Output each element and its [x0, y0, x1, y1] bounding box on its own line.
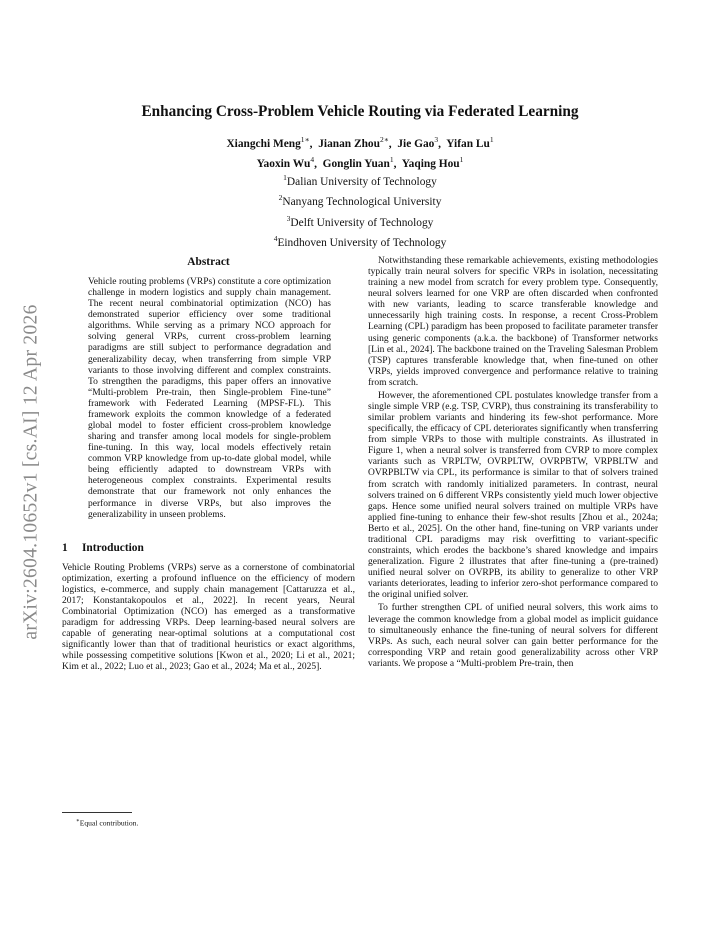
introduction-paragraph-3: However, the aforementioned CPL postulates knowledge transfer from a single simple VRP (e.g. TSP, CVRP), thus constraining its transferability to similar problem variants and hindering its few-shot performance. More specifically, the efficacy of CPL deteriorates significantly when transferring from simple VRPs to those with multiple constraints. As illustrated in Figure 1, when a neural solver is transferred from CVRP to more complex variants such as VRPLTW, OVRPLTW, OVRPBTW, VRPBLTW and OVRPBLTW via CPL, its performance is similar to that of solvers trained from scratch with randomly initialized parameters. In contrast, neural solvers trained on 6 different VRPs consistently yield much lower objective gaps. Hence some unified neural solvers trained on multiple VRPs have applied fine-tuning to enhance their few-shot results [Zhou et al., 2024a; Berto et al., 2025]. On the other hand, fine-tuning on VRP variants under traditional CPL paradigms may risk overfitting to variant-specific constraints, which erodes the backbone’s shared knowledge and impairs generalization. Figure 2 illustrates that after fine-tuning a (pre-trained) unified neural solver on OVRPB, its ability to generalize to other VRP variants deteriorates, leading to inferior zero-shot performance compared to the original unified solver.: [368, 390, 658, 601]
affiliation-name: Dalian University of Technology: [286, 175, 437, 188]
affiliation-mark: 2: [278, 193, 283, 203]
footnote-rule: [62, 812, 132, 813]
author-list: [60, 132, 660, 172]
affiliation-name: Nanyang Technological University: [282, 196, 442, 209]
author-name: Yifan Lu: [446, 137, 490, 150]
affiliation-name: Delft University of Technology: [290, 216, 434, 229]
affiliation-name: Eindhoven University of Technology: [277, 236, 447, 249]
author-name: Yaoxin Wu: [256, 157, 311, 170]
introduction-paragraph-2: Notwithstanding these remarkable achievements, existing methodologies typically train neural solvers for specific VRPs in isolation, necessitating training a new model from scratch for every problem type. Consequently, neural solvers learned for one VRP are often discarded when confronted with new variants, leading to scarce transferable knowledge and unnecessarily high training costs. In response, a recent Cross-Problem Learning (CPL) paradigm has been proposed to facilitate parameter transfer using generic components (a.k.a. the backbone) of Transformer networks [Lin et al., 2024]. The backbone trained on the Traveling Salesman Problem (TSP) captures transferable knowledge that, when fine-tuned on other VRPs, yields improved convergence and performance relative to training from scratch.: [368, 256, 658, 388]
author-line-2: Yaoxin Wu$^4$, Gonglin Yuan$^1$, Yaqing Hou$^1$: [256, 154, 464, 170]
footnote-mark: ∗: [76, 818, 80, 824]
author-mark: 4: [310, 154, 315, 164]
author-mark: 1∗: [300, 135, 310, 144]
author-name: Jie Gao: [397, 137, 435, 150]
introduction-paragraph-4: To further strengthen CPL of unified neural solvers, this work aims to leverage the common knowledge from a global model as implicit guidance to simultaneously enhance the fine-tuning of neural solvers for different VRPs. As such, each neural solver can gain better performance for the corresponding VRP and retain good generalizability across other VRP variants. We propose a “Multi-problem Pre-train, then: [368, 603, 658, 669]
footnote: [62, 817, 138, 828]
affiliation: [60, 231, 660, 251]
right-column: [368, 256, 658, 670]
affiliation-mark: 4: [273, 234, 278, 244]
arxiv-identifier: [12, 262, 52, 682]
affiliation: [60, 211, 660, 231]
author-name: Gonglin Yuan: [322, 157, 390, 170]
author-name: Xiangchi Meng: [226, 137, 301, 150]
introduction-paragraph-1: Vehicle Routing Problems (VRPs) serve as a cornerstone of combinatorial optimization, exerting a profound influence on the efficiency of modern logistics, e-commerce, and supply chain management [Cattaruzza et al., 2017; Konstantakopoulos et al., 2022]. In recent years, Neural Combinatorial Optimization (NCO) has emerged as a transformative paradigm for addressing VRPs. Deep learning-based neural solvers are capable of generating near-optimal solutions at a computational cost significantly lower than that of traditional heuristics or exact algorithms, while possessing competitive solutions [Kwon et al., 2020; Li et al., 2021; Kim et al., 2022; Luo et al., 2023; Gao et al., 2024; Ma et al., 2025].: [62, 562, 355, 673]
author-line-1: Xiangchi Meng$^{1∗}$, Jianan Zhou$^{2∗}$, Jie Gao$^3$, Yifan Lu$^1$: [226, 135, 494, 150]
author-mark: 3: [434, 135, 439, 144]
affiliation-mark: 3: [286, 213, 291, 223]
section-title: Introduction: [82, 541, 144, 554]
affiliation: [60, 190, 660, 210]
introduction-heading: [62, 542, 355, 555]
author-name: Yaqing Hou: [401, 157, 460, 170]
author-mark: 2∗: [379, 135, 389, 144]
author-mark: 1: [489, 135, 494, 144]
section-number: 1: [62, 541, 68, 554]
arxiv-identifier-text: arXiv:2604.10652v1 [cs.AI] 12 Apr 2026: [21, 304, 42, 640]
affiliation-list: [60, 170, 660, 252]
footnote-text: Equal contribution.: [79, 818, 139, 828]
abstract-heading: Abstract: [187, 256, 230, 268]
author-mark: 1: [459, 154, 464, 164]
paper-title: Enhancing Cross-Problem Vehicle Routing via Federated Learning: [141, 103, 579, 120]
author-name: Jianan Zhou: [318, 137, 380, 150]
abstract-body: Vehicle routing problems (VRPs) constitute a core optimization challenge in modern logistics and supply chain management. The recent neural combinatorial optimization (NCO) has demonstrated superior efficiency over some traditional algorithms. While serving as a primary NCO approach for solving general VRPs, current cross-problem learning paradigms are still subject to performance degradation and generalizability decay, when transferring from simple VRP variants to those involving different and complex constraints. To strengthen the paradigms, this paper offers an innovative “Multi-problem Pre-train, then Single-problem Fine-tune” framework with Federated Learning (MPSF-FL). This framework exploits the common knowledge of a federated global model to foster efficient cross-problem knowledge sharing and transfer among local models for single-problem fine-tuning. In this way, local models effectively retain common VRP knowledge from up-to-date global model, while being efficiently adapted to downstream VRPs with heterogeneous complex constraints. Experimental results demonstrate that our framework not only enhances the performance in diverse VRPs, but also improves the generalizability in unseen problems.: [88, 277, 331, 520]
affiliation-mark: 1: [283, 173, 287, 182]
left-column: [62, 256, 355, 674]
author-mark: 1: [389, 154, 394, 164]
affiliation: [60, 170, 660, 190]
